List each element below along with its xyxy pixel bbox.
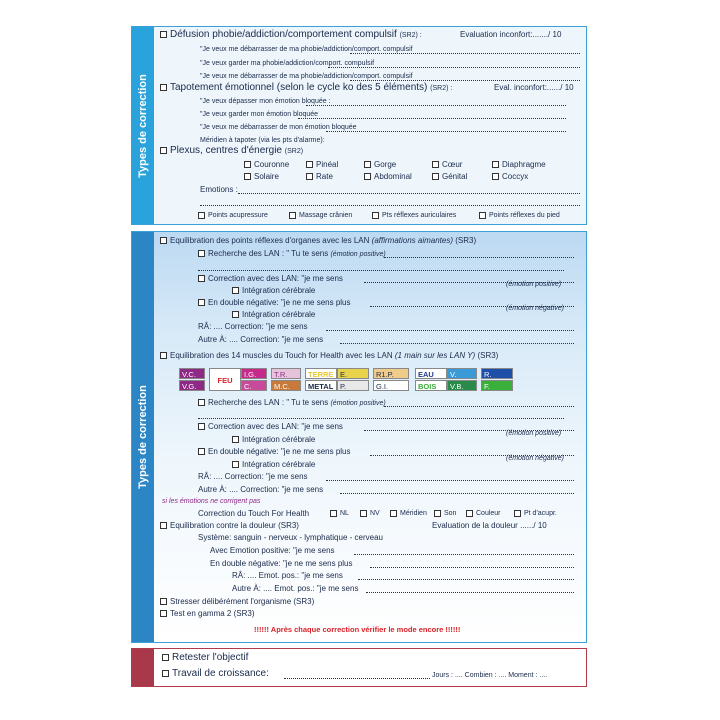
plexus-option[interactable]	[306, 172, 333, 182]
checkbox[interactable]	[244, 173, 251, 180]
ra-emot: RÂ: .... Emot. pos.: "je me sens	[232, 571, 343, 580]
double-neg-text: En double négative: "je ne me sens plus	[208, 298, 351, 307]
bottom-option[interactable]	[372, 211, 456, 221]
option-label: Solaire	[254, 172, 279, 181]
option-label: Points acupressure	[208, 212, 268, 219]
correction-lan-2[interactable]	[198, 422, 343, 432]
dotted-line[interactable]	[370, 567, 574, 568]
checkbox[interactable]	[479, 212, 486, 219]
cell-c[interactable]: C.	[241, 380, 267, 391]
checkbox[interactable]	[162, 670, 169, 677]
plexus-option[interactable]	[364, 160, 396, 170]
option-label: Abdominal	[374, 172, 412, 181]
checkbox[interactable]	[160, 352, 167, 359]
touch-option[interactable]	[514, 509, 557, 519]
double-negative-2[interactable]	[198, 447, 351, 457]
tapotement-title: Tapotement émotionnel (selon le cycle ko des 5 éléments)	[170, 82, 428, 93]
checkbox[interactable]	[306, 173, 313, 180]
avec-emotion: Avec Emotion positive: "je me sens	[210, 546, 335, 555]
dotted-line[interactable]	[298, 118, 566, 119]
dotted-line[interactable]	[384, 257, 574, 258]
travail-text: Travail de croissance:	[172, 668, 269, 679]
integration-cerebrale[interactable]	[232, 435, 315, 445]
checkbox[interactable]	[162, 654, 169, 661]
dotted-line[interactable]	[384, 406, 574, 407]
dotted-line[interactable]	[326, 131, 566, 132]
autre-correction-2: Autre À: .... Correction: "je me sens	[198, 485, 324, 494]
autre-emot: Autre À: .... Emot. pos.: "je me sens	[232, 584, 359, 593]
sidebar-types-correction-1	[132, 27, 154, 224]
dotted-line[interactable]	[198, 418, 564, 419]
integration-text: Intégration cérébrale	[242, 286, 316, 295]
checkbox[interactable]	[198, 212, 205, 219]
dotted-line[interactable]	[284, 678, 430, 679]
dotted-line[interactable]	[340, 493, 574, 494]
correction-text: Correction avec des LAN: "je me sens	[208, 422, 343, 431]
checkbox[interactable]	[198, 275, 205, 282]
sidebar-label-1: Types de correction	[137, 73, 149, 178]
checkbox[interactable]	[198, 423, 205, 430]
recherche-italic: (émotion positive)	[330, 400, 386, 407]
option-label: NV	[370, 510, 380, 517]
cell-ig[interactable]: I.G.	[241, 368, 267, 379]
emotion-negative-hint: (émotion négative)	[506, 455, 564, 462]
gamma-text: Test en gamma 2 (SR3)	[170, 609, 255, 618]
diffusion-sr: (SR2) :	[399, 32, 422, 39]
lan-sr: (SR3)	[455, 236, 477, 245]
checkbox[interactable]	[492, 161, 499, 168]
cell-bois[interactable]: BOIS	[415, 380, 447, 391]
autre-correction: Autre À: .... Correction: "je me sens	[198, 335, 324, 344]
option-label: Couronne	[254, 160, 290, 169]
touch-option[interactable]	[360, 509, 380, 519]
plexus-option[interactable]	[364, 172, 412, 182]
dotted-line[interactable]	[350, 80, 580, 81]
tapotement-sr: (SR2) :	[430, 85, 453, 92]
checkbox[interactable]	[364, 161, 371, 168]
systeme-text: Système: sanguin - nerveux - lymphatique - cerveau	[198, 533, 383, 542]
cell-eau[interactable]: EAU	[415, 368, 447, 379]
checkbox[interactable]	[514, 510, 521, 517]
checkbox[interactable]	[198, 448, 205, 455]
lan-heading[interactable]	[160, 236, 476, 246]
dotted-line[interactable]	[198, 270, 564, 271]
dotted-line[interactable]	[200, 205, 580, 206]
double-negative[interactable]	[198, 298, 351, 308]
dotted-line[interactable]	[358, 579, 574, 580]
muscles-sr: (SR3)	[477, 351, 499, 360]
touch-option[interactable]	[466, 509, 501, 519]
checkbox[interactable]	[232, 311, 239, 318]
diffusion-heading[interactable]	[160, 30, 422, 41]
jours-combien-moment: Jours : .... Combien : .... Moment : ....	[432, 672, 548, 679]
plexus-option[interactable]	[432, 160, 462, 170]
checkbox[interactable]	[364, 173, 371, 180]
checkbox[interactable]	[160, 598, 167, 605]
option-label: Coccyx	[502, 172, 529, 181]
plexus-heading[interactable]	[160, 146, 303, 157]
sidebar-types-correction-2	[132, 232, 154, 642]
recherche-lan-2[interactable]	[198, 398, 386, 409]
touch-option[interactable]	[434, 509, 456, 519]
checkbox[interactable]	[390, 510, 397, 517]
checkbox[interactable]	[232, 287, 239, 294]
option-label: Gorge	[374, 160, 397, 169]
touch-option[interactable]	[390, 509, 427, 519]
stresser-item[interactable]	[160, 597, 314, 607]
option-label: Son	[444, 510, 457, 517]
stresser-text: Stresser délibérément l'organisme (SR3)	[170, 597, 315, 606]
option-label: Points réflexes du pied	[489, 212, 560, 219]
muscles-italic: (1 main sur les LAN Y)	[394, 351, 476, 360]
checkbox[interactable]	[289, 212, 296, 219]
panel-1-content	[154, 27, 586, 224]
plexus-option[interactable]	[432, 172, 467, 182]
cell-f[interactable]: F.	[481, 380, 513, 391]
recherche-italic: (émotion positive)	[330, 251, 386, 258]
option-label: Génital	[442, 172, 468, 181]
cell-e[interactable]: E.	[337, 368, 369, 379]
checkbox[interactable]	[244, 161, 251, 168]
dotted-line[interactable]	[328, 67, 580, 68]
plexus-title: Plexus, centres d'énergie	[170, 145, 282, 156]
checkbox[interactable]	[160, 237, 167, 244]
integration-cerebrale[interactable]	[232, 460, 315, 470]
warning-text: !!!!!! Après chaque correction vérifier le mode encore !!!!!!	[254, 625, 461, 634]
emotion-negative-hint: (émotion négative)	[506, 305, 564, 312]
option-label: Pinéal	[316, 160, 339, 169]
panel-retest	[131, 648, 587, 687]
plexus-option[interactable]	[244, 172, 279, 182]
recherche-text: Recherche des LAN : " Tu te sens	[208, 398, 329, 407]
cell-v[interactable]: V.	[447, 368, 477, 379]
tapotement-line-4: Méridien à tapoter (via les pts d'alarme):	[200, 137, 325, 144]
gamma-item[interactable]	[160, 609, 254, 619]
touch-option[interactable]	[330, 509, 349, 519]
dotted-line[interactable]	[354, 554, 574, 555]
cell-p[interactable]: P.	[337, 380, 369, 391]
panel-2-content	[154, 232, 586, 642]
sidebar-retest	[132, 649, 154, 686]
douleur-heading[interactable]	[160, 521, 299, 531]
checkbox[interactable]	[432, 173, 439, 180]
option-label: Couleur	[476, 510, 501, 517]
sidebar-label-2: Types de correction	[137, 385, 149, 489]
checkbox[interactable]	[160, 31, 167, 38]
recherche-text: Recherche des LAN : " Tu te sens	[208, 249, 329, 258]
cell-rtp[interactable]: R1.P.	[373, 368, 409, 379]
integration-cerebrale[interactable]	[232, 310, 315, 320]
tapotement-line-2: "Je veux garder mon émotion bloquée	[200, 111, 319, 118]
retester-item[interactable]	[162, 653, 248, 663]
bottom-option[interactable]	[198, 211, 268, 221]
cell-tr[interactable]: T.R.	[271, 368, 301, 379]
checkbox[interactable]	[306, 161, 313, 168]
dotted-line[interactable]	[326, 480, 574, 481]
checkbox[interactable]	[160, 610, 167, 617]
cell-gi[interactable]: G.I.	[373, 380, 409, 391]
plexus-option[interactable]	[492, 160, 546, 170]
cell-r[interactable]: R.	[481, 368, 513, 379]
tapotement-eval: Eval. inconfort:....../ 10	[494, 83, 574, 92]
panel-corrections-1	[131, 26, 587, 225]
cell-terre[interactable]: TERRE	[305, 368, 337, 379]
option-label: Méridien	[400, 510, 427, 517]
checkbox[interactable]	[160, 522, 167, 529]
option-label: Massage crânien	[299, 212, 353, 219]
emotions-label: Emotions :	[200, 185, 238, 194]
diffusion-line-2: "Je veux garder ma phobie/addiction/comport. compulsif	[200, 60, 375, 67]
plexus-option[interactable]	[492, 172, 528, 182]
cell-feu[interactable]: FEU	[209, 368, 241, 391]
emotion-positive-hint: (émotion positive)	[506, 430, 562, 437]
option-label: Rate	[316, 172, 333, 181]
checkbox[interactable]	[330, 510, 337, 517]
touch-correction-label: Correction du Touch For Health	[198, 509, 310, 518]
cell-mc[interactable]: M.C.	[271, 380, 301, 391]
tapotement-heading[interactable]	[160, 83, 452, 94]
diffusion-line-1: "Je veux me débarrasser de ma phobie/addiction/comport. compulsif	[200, 46, 413, 53]
dotted-line[interactable]	[238, 193, 580, 194]
muscles-title: Equilibration des 14 muscles du Touch for Health avec les LAN	[170, 351, 393, 360]
bottom-option[interactable]	[289, 211, 352, 221]
double-neg-2: En double négative: "je ne me sens plus	[210, 559, 353, 568]
panel-corrections-2	[131, 231, 587, 643]
plexus-option[interactable]	[306, 160, 338, 170]
retester-text: Retester l'objectif	[172, 652, 249, 663]
option-label: Cœur	[442, 160, 463, 169]
option-label: Pt d'acupr.	[524, 510, 557, 517]
cell-vg[interactable]: V.G.	[179, 380, 205, 391]
diffusion-eval: Evaluation inconfort:......./ 10	[460, 30, 562, 39]
dotted-line[interactable]	[350, 53, 580, 54]
cell-vc[interactable]: V.C.	[179, 368, 205, 379]
diffusion-title: Défusion phobie/addiction/comportement compulsif	[170, 29, 397, 40]
ra-correction-2: RÂ: .... Correction: "je me sens	[198, 472, 308, 481]
double-neg-text: En double négative: "je ne me sens plus	[208, 447, 351, 456]
checkbox[interactable]	[432, 161, 439, 168]
plexus-option[interactable]	[244, 160, 289, 170]
emotion-positive-hint: (émotion positive)	[506, 281, 562, 288]
douleur-title: Equilibration contre la douleur (SR3)	[170, 521, 299, 530]
checkbox[interactable]	[160, 84, 167, 91]
checkbox[interactable]	[198, 399, 205, 406]
integration-text: Intégration cérébrale	[242, 435, 316, 444]
dotted-line[interactable]	[366, 592, 574, 593]
lan-title-italic: (affirmations aimantes)	[371, 236, 454, 245]
checkbox[interactable]	[466, 510, 473, 517]
checkbox[interactable]	[232, 436, 239, 443]
checkbox[interactable]	[434, 510, 441, 517]
plexus-sr: (SR2)	[284, 148, 304, 155]
checkbox[interactable]	[160, 147, 167, 154]
travail-item[interactable]	[162, 669, 269, 679]
correction-text: Correction avec des LAN: "je me sens	[208, 274, 343, 283]
muscles-heading[interactable]	[160, 351, 498, 361]
checkbox[interactable]	[360, 510, 367, 517]
option-label: Pts réflexes auriculaires	[382, 212, 457, 219]
dotted-line[interactable]	[306, 105, 566, 106]
cell-metal[interactable]: METAL	[305, 380, 337, 391]
si-emotions-note: si les émotions ne corrigent pas	[162, 498, 261, 505]
douleur-eval: Evaluation de la douleur ....../ 10	[432, 521, 547, 530]
lan-title: Equilibration des points réflexes d'organes avec les LAN	[170, 236, 370, 245]
ra-correction: RÂ: .... Correction: "je me sens	[198, 322, 308, 331]
cell-vb[interactable]: V.B.	[447, 380, 477, 391]
dotted-line[interactable]	[326, 330, 574, 331]
option-label: NL	[340, 510, 349, 517]
tapotement-line-1: "Je veux dépasser mon émotion bloquée :	[200, 98, 331, 105]
tapotement-line-3: "Je veux me débarrasser de mon émotion bloquée	[200, 124, 357, 131]
checkbox[interactable]	[492, 173, 499, 180]
panel-3-content	[154, 649, 586, 686]
checkbox[interactable]	[232, 461, 239, 468]
correction-lan[interactable]	[198, 274, 343, 284]
checkbox[interactable]	[198, 299, 205, 306]
recherche-lan[interactable]	[198, 249, 386, 260]
bottom-option[interactable]	[479, 211, 560, 221]
checkbox[interactable]	[372, 212, 379, 219]
option-label: Diaphragme	[502, 160, 546, 169]
integration-cerebrale[interactable]	[232, 286, 315, 296]
integration-text: Intégration cérébrale	[242, 310, 316, 319]
diffusion-line-3: "Je veux me débarrasser de ma phobie/addiction/comport. compulsif	[200, 73, 413, 80]
integration-text: Intégration cérébrale	[242, 460, 316, 469]
dotted-line[interactable]	[340, 343, 574, 344]
checkbox[interactable]	[198, 250, 205, 257]
